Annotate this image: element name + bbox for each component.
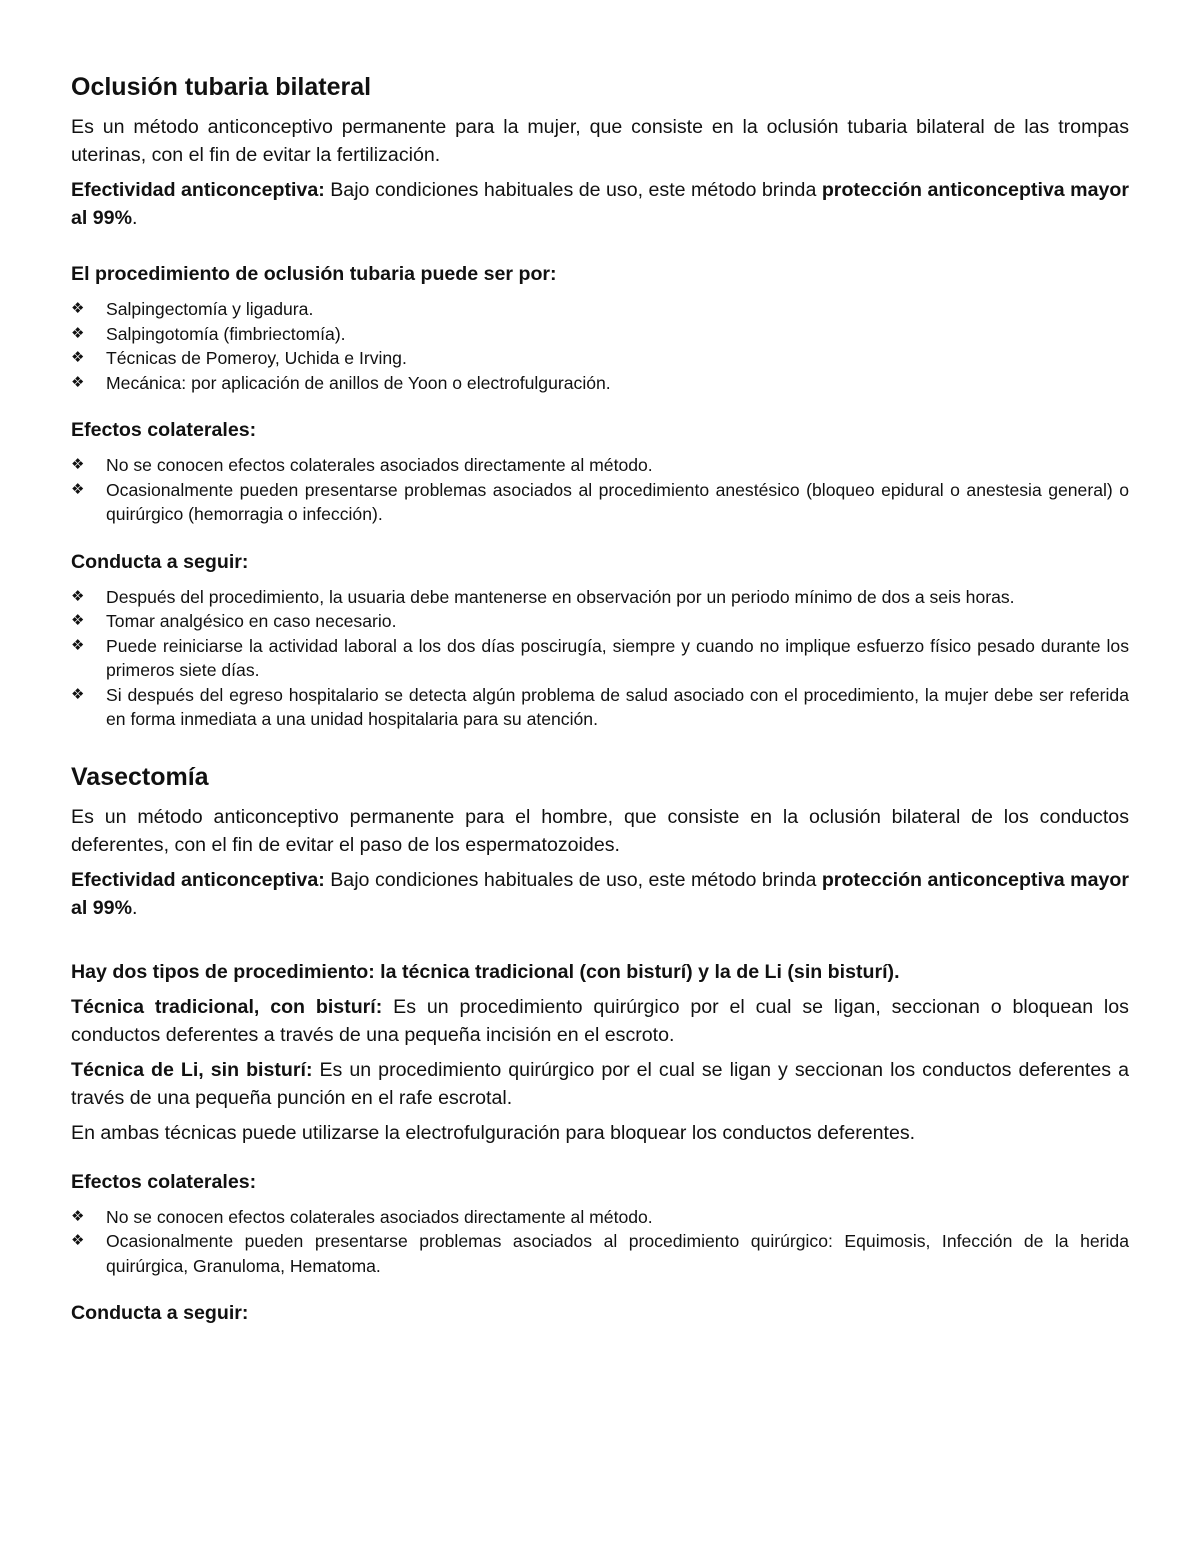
effectiveness-end: . [132,207,138,229]
effectiveness-paragraph [71,866,1129,922]
bullet-diamond-icon: ❖ [71,349,85,366]
bullet-diamond-icon: ❖ [71,1232,85,1249]
effectiveness-text: Bajo condiciones habituales de uso, este método brinda [324,868,822,891]
bullet-diamond-icon: ❖ [71,612,85,629]
effects-heading: Efectos colaterales: [71,1170,257,1193]
bullet-diamond-icon: ❖ [71,636,85,654]
effectiveness-label: Efectividad anticonceptiva: [71,179,325,201]
effectiveness-bold: protección anticonceptiva mayor al 99% [71,868,1129,919]
section-title-vasectomia: Vasectomía [71,762,209,791]
section-title-oclusion: Oclusión tubaria bilateral [71,73,372,101]
both-techniques-paragraph: En ambas técnicas puede utilizarse la electrofulguración para bloquear los conductos deferentes. [71,1121,916,1144]
bullet-diamond-icon: ❖ [71,480,85,498]
list-item: ❖ Ocasionalmente pueden presentarse problemas asociados al procedimiento anestésico (bloqueo epidural o anestesia general) o quirúrgico (hemorragia o infección). [71,479,1129,524]
bullet-diamond-icon: ❖ [71,300,85,317]
effects-heading: Efectos colaterales: [71,419,257,441]
traditional-text: Es un procedimiento quirúrgico por el cual se ligan, seccionan o bloquean los conductos deferentes a través de una pequeña incisión en el escroto. [71,995,1129,1046]
effectiveness-label: Efectividad anticonceptiva: [71,868,325,891]
procedure-heading: El procedimiento de oclusión tubaria puede ser por: [71,263,557,285]
list-item: ❖ Salpingectomía y ligadura. [71,297,1129,322]
effectiveness-paragraph [71,176,1129,232]
list-item: ❖ No se conocen efectos colaterales asociados directamente al método. [71,1205,1129,1230]
bullet-diamond-icon: ❖ [71,587,85,605]
bullet-diamond-icon: ❖ [71,324,85,342]
li-text: Es un procedimiento quirúrgico por el cual se ligan y seccionan los conductos deferentes a través de una pequeña punción en el rafe escrotal. [71,1058,1129,1109]
list-item: ❖ Mecánica: por aplicación de anillos de Yoon o electrofulguración. [71,371,1129,396]
document-page [71,68,1129,1327]
effectiveness-text: Bajo condiciones habituales de uso, este método brinda [324,179,822,201]
effects-list [71,453,1129,527]
effectiveness-bold: protección anticonceptiva mayor al 99% [71,179,1129,229]
effects-list [71,1205,1129,1279]
types-heading: Hay dos tipos de procedimiento: la técnica tradicional (con bisturí) y la de Li (sin bisturí). [71,960,900,983]
list-item: ❖ Después del procedimiento, la usuaria debe mantenerse en observación por un periodo mínimo de dos a seis horas. [71,585,1129,610]
bullet-diamond-icon: ❖ [71,456,85,473]
conduct-list [71,585,1129,732]
list-item: ❖ Puede reiniciarse la actividad laboral a los dos días poscirugía, siempre y cuando no implique esfuerzo físico pesado durante los primeros siete días. [71,635,1129,680]
bullet-diamond-icon: ❖ [71,1207,85,1225]
procedure-list [71,297,1129,395]
effectiveness-end: . [132,896,138,919]
list-item: ❖ Técnicas de Pomeroy, Uchida e Irving. [71,346,1129,371]
list-item: ❖ No se conocen efectos colaterales asociados directamente al método. [71,453,1129,478]
intro-paragraph: Es un método anticonceptivo permanente para la mujer, que consiste en la oclusión tubaria bilateral de las trompas uterinas, con el fin de evitar la fertilización. [71,116,1129,166]
conduct-heading: Conducta a seguir: [71,550,249,573]
list-item: ❖ Ocasionalmente pueden presentarse problemas asociados al procedimiento quirúrgico: Equimosis, Infección de la herida quirúrgica, Granuloma, Hematoma. [71,1231,1129,1276]
bullet-diamond-icon: ❖ [71,685,85,703]
traditional-technique-paragraph [71,993,1129,1049]
intro-paragraph: Es un método anticonceptivo permanente para el hombre, que consiste en la oclusión bilateral de los conductos deferentes, con el fin de evitar el paso de los espermatozoides. [71,805,1129,856]
list-item: ❖ Salpingotomía (fimbriectomía). [71,322,1129,347]
list-item: ❖ Tomar analgésico en caso necesario. [71,609,1129,634]
traditional-label: Técnica tradicional, con bisturí: [71,995,383,1018]
list-item: ❖ Si después del egreso hospitalario se detecta algún problema de salud asociado con el procedimiento, la mujer debe ser referida en forma inmediata a una unidad hospitalaria para su atención. [71,684,1129,729]
conduct-heading: Conducta a seguir: [71,1302,249,1324]
li-technique-paragraph [71,1056,1129,1112]
li-label: Técnica de Li, sin bisturí: [71,1058,313,1081]
bullet-diamond-icon: ❖ [71,373,85,391]
